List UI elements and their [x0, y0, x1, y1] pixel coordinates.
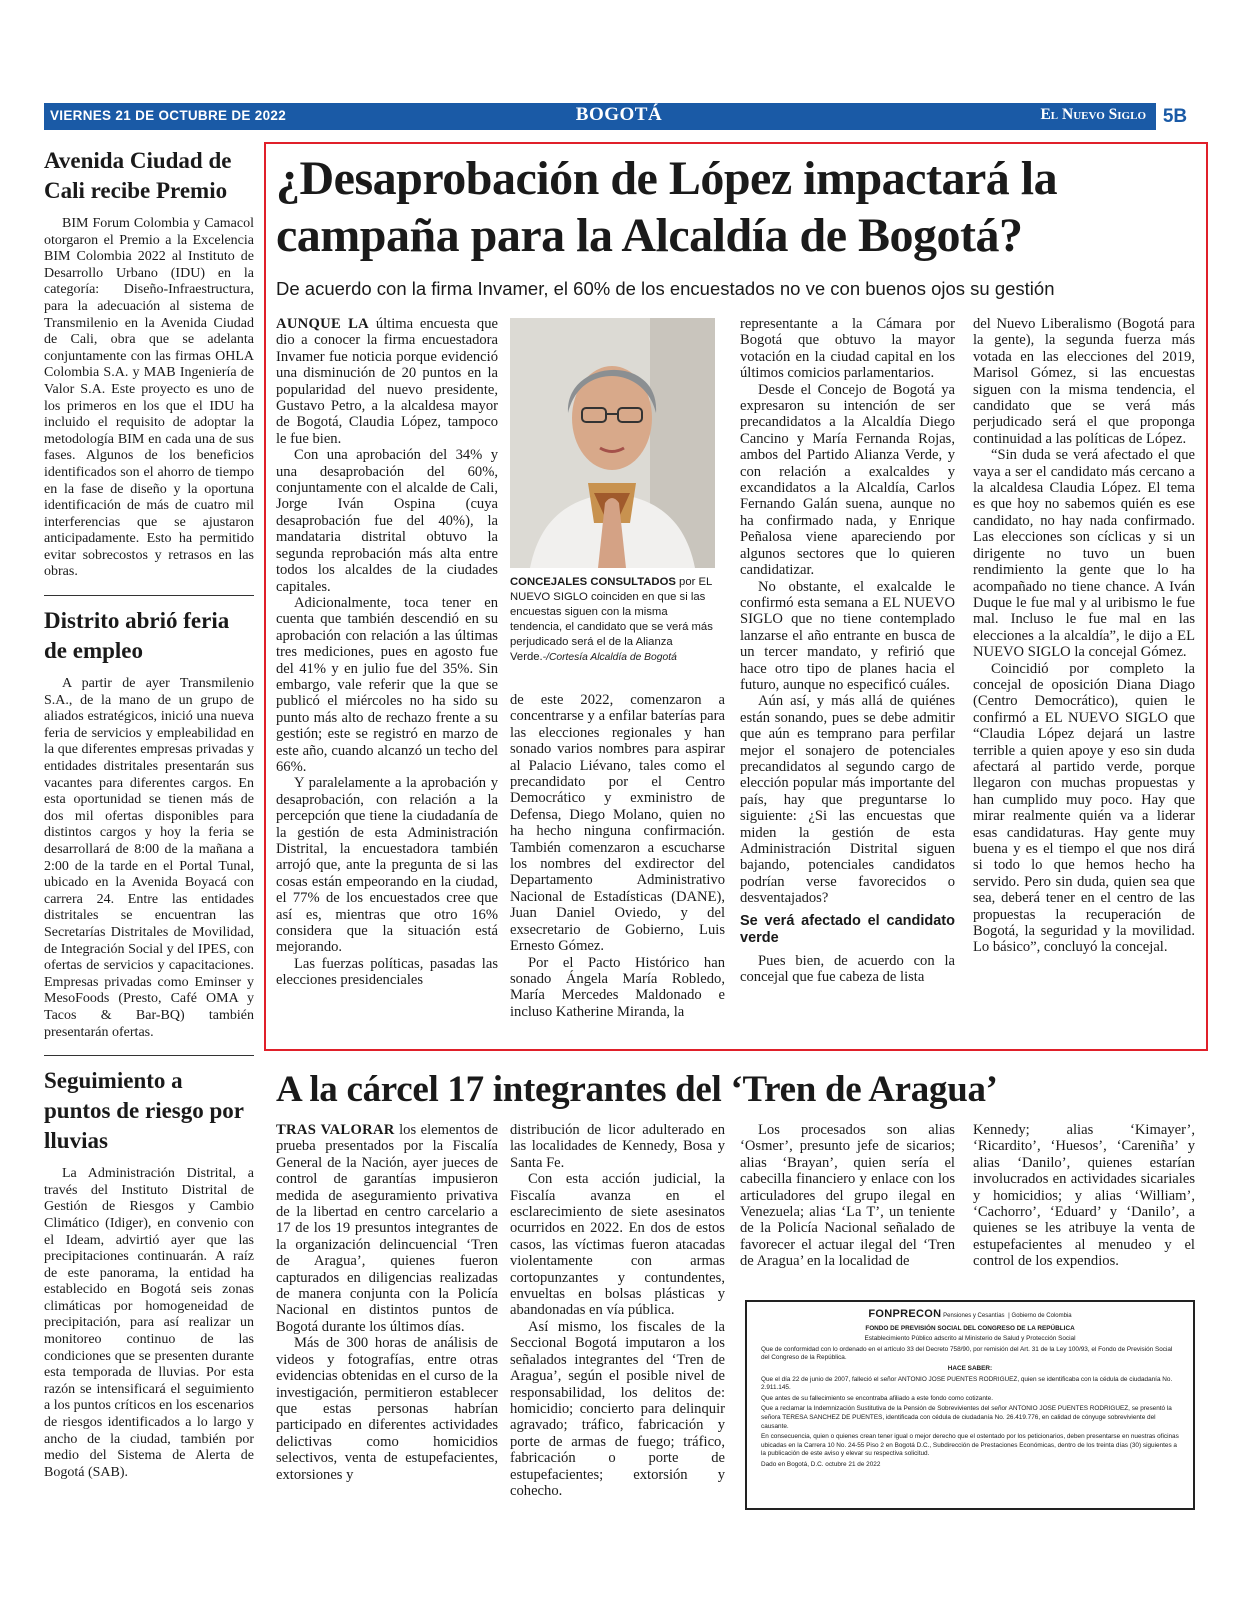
caption-lead: CONCEJALES CONSULTADOS: [510, 576, 676, 588]
lead-paragraph: Con una aprobación del 34% y una desaprobación del 60%, conjuntamente con el alcalde de Cali, Jorge Iván Ospina (cuya desaprobación fue del 40%), la mandataria distrital obtuvo la segunda reprobación más alta entre todos los alcaldes de la ciudades capitales.: [276, 447, 498, 595]
divider: [44, 595, 254, 596]
brief-title-lluvias: Seguimiento a puntos de riesgo por lluvias: [44, 1068, 244, 1154]
lead-paragraph: “Sin duda se verá afectado el que vaya a ser el candidato más cercano a la alcaldesa Claudia López. El tema es que hoy no sabemos quién es ese candidato, no hay nada confirmado. Las elecciones son cíclicas y si un dirigente no tuvo un buen rendimiento la gente que lo ha acompañado no tiene chance. A Iván Duque le fue mal y al uribismo le fue mal. Incluso le fue mal en las elecciones a la alcaldía”, le dijo a EL NUEVO SIGLO la concejal Gómez.: [973, 447, 1195, 661]
photo-credit: -/Cortesía Alcaldía de Bogotá: [542, 652, 677, 663]
lead-column-4: [973, 316, 1195, 956]
sidebar-briefs: [44, 146, 254, 1481]
divider: [44, 1055, 254, 1056]
story2-paragraph: Kennedy; alias ‘Kimayer’, ‘Ricardito’, ‘Huesos’, ‘Careniña’ y alias ‘Danilo’, quienes estarían involucrados en actividades sicariales y homicidios; y alias ‘William’, ‘Cachorro’, ‘Eduard’ y ‘Danilo’, a quienes se les atribuye la venta de estupefacientes al menudeo y el control de los expendios.: [973, 1122, 1195, 1270]
lead-column-3: [740, 316, 955, 985]
story2-paragraph: Los procesados son alias ‘Osmer’, presunto jefe de sicarios; alias ‘Brayan’, quien sería el cabecilla financiero y enlace con los articuladores del grupo ilegal en Venezuela; alias ‘La T’, un teniente de la Policía Nacional señalado de favorecer el actuar ilegal del ‘Tren de Aragua’ en la localidad de: [740, 1122, 955, 1270]
brief-body-lluvias: La Administración Distrital, a través del Instituto Distrital de Gestión de Riesgos y Cambio Climático (Idiger), en convenio con el Ideam, advirtió ayer que las precipitaciones continuarán. A raíz de este panorama, la entidad ha establecido en Bogotá seis zonas climáticas por homogeneidad de precipitación, para así realizar un monitoreo continuo de las condiciones que se presenten durante esta temporada de lluvias. Por esta razón se intensificará el seguimiento a los puntos críticos en los escenarios de riesgos identificados a lo largo y ancho de la ciudad, también por medio del Sistema de Alerta de Bogotá (SAB).: [44, 1166, 254, 1480]
lead-paragraph: Por el Pacto Histórico han sonado Ángela María Robledo, María Mercedes Maldonado e incluso Katherine Miranda, la: [510, 954, 725, 1020]
ad-paragraph: Que antes de su fallecimiento se encontraba afiliado a este fondo como cotizante.: [761, 1394, 993, 1402]
brief-title-cali: Avenida Ciudad de Cali recibe Premio: [44, 148, 232, 203]
story2-paragraph: TRAS VALORAR los elementos de prueba presentados por la Fiscalía General de la Nación, ayer jueces de control de garantías impusieron medida de aseguramiento privativa de la libertad en centro carcelario a 17 de los 19 presuntos integrantes de la organización delincuencial ‘Tren de Aragua’, quienes fueron capturados en diligencias realizadas de manera conjunta con la Policía Nacional en distintos puntos de Bogotá durante los últimos días.: [276, 1122, 498, 1335]
page-number: 5B: [1156, 103, 1194, 130]
lead-paragraph: Pues bien, de acuerdo con la concejal que fue cabeza de lista: [740, 952, 955, 986]
ad-paragraph: Que el día 22 de junio de 2007, falleció el señor ANTONIO JOSE PUENTES RODRIGUEZ, quien se identificaba con la cédula de ciudadanía No. 2.911.145.: [761, 1375, 1173, 1392]
caption-text: por EL NUEVO SIGLO coinciden en que si las encuestas siguen con la misma tendencia, el candidato que se verá más perjudicado será el de la Alianza Verde.: [510, 576, 713, 663]
ad-paragraph: En consecuencia, quien o quienes crean tener igual o mejor derecho que el ostentado por los peticionarios, deben presentarse en nuestras oficinas ubicadas en la Carrera 10 No. 24-55 Piso 2 en Bogotá D.C., Subdirección de Prestaciones Económicas, dentro de los treinta días (30) siguientes a la publicación de este aviso y elevar su respectiva solicitud.: [761, 1433, 1179, 1458]
photo-claudia-lopez: [510, 318, 715, 568]
logo-subtitle: Pensiones y Cesantías: [943, 1313, 1005, 1319]
lead-paragraph: Y paralelamente a la aprobación y desaprobación, con relación a la percepción que tiene la ciudadanía de la gestión de esta Administración Distrital, la encuestadora también arrojó que, ante la pregunta de si las cosas están empeorando en la ciudad, el 77% de los encuestados cree que así es, mientras que otro 16% considera que la situación está mejorando.: [276, 775, 498, 956]
legal-notice-ad: [745, 1300, 1195, 1510]
lead-paragraph: representante a la Cámara por Bogotá que obtuvo la mayor votación en la ciudad capital en los últimos comicios parlamentarios.: [740, 316, 955, 382]
ad-org: FONDO DE PREVISIÓN SOCIAL DEL CONGRESO DE LA REPÚBLICA: [865, 1324, 1075, 1332]
lead-paragraph: Desde el Concejo de Bogotá ya expresaron su intención de ser precandidatos a la Alcaldía Diego Cancino y María Fernanda Rojas, ambos del Partido Alianza Verde, y con relación a exalcaldes y excandidatos a la Alcaldía, Carlos Fernando Galán suena, aunque no ha confirmado nada, y Enrique Peñalosa viene apareciendo por algunos sectores que lo quieren candidatizar.: [740, 381, 955, 579]
story2-paragraph: Más de 300 horas de análisis de videos y fotografías, entre otras evidencias obtenidas en el curso de la investigación, permitieron establecer que estas personas habrían participado en diferentes actividades delictivas como homicidios selectivos, venta de estupefacientes, extorsiones y: [276, 1335, 498, 1483]
lead-paragraph: Coincidió por completo la concejal de oposición Diana Diago (Centro Democrático), quien le confirmó a EL NUEVO SIGLO que “Claudia López dejará un lastre terrible a quien apoye y eso sin duda afectará al partido verde, porque llegaron con muchas propuestas y han cumplido muy poco. Hay que mirar realmente quién va a liderar esas candidaturas. Hay gente muy buena y es el tiempo el que nos dirá si todo lo que hemos hecho ha servido. Pero sin duda, quien sea que sea, deberá tener en el centro de las propuestas la recuperación de Bogotá, la seguridad y la movilidad. Lo básico”, concluyó la concejal.: [973, 660, 1195, 956]
story2-kicker: TRAS VALORAR: [276, 1122, 395, 1138]
logo-name: FONPRECON: [868, 1308, 942, 1320]
photo-caption: [510, 575, 715, 665]
lead-paragraph: de este 2022, comenzaron a concentrarse y a enfilar baterías para las elecciones regionales y han sonado varios nombres para aspirar al Palacio Liévano, tales como el precandidato por el Centro Democrático y exministro de Defensa, Diego Molano, quien no ha hecho ninguna confirmación. También comenzaron a escucharse los nombres del exdirector del Departamento Administrativo Nacional de Estadísticas (DANE), Juan Daniel Oviedo, y del exsecretario de Gobierno, Luis Ernesto Gómez.: [510, 692, 725, 955]
lead-paragraph: No obstante, el exalcalde le confirmó esta semana a EL NUEVO SIGLO que no tiene contemplado lanzarse el año entrante en busca de un tercer mandato, y refirió que hace otro tipo de planes hacia el futuro, aunque no especificó cuáles.: [740, 578, 955, 693]
ad-date: Dado en Bogotá, D.C. octubre 21 de 2022: [761, 1460, 881, 1468]
page-header: [44, 103, 1194, 130]
brief-body-cali: BIM Forum Colombia y Camacol otorgaron el Premio a la Excelencia BIM Colombia 2022 al Instituto de Desarrollo Urbano (IDU) en la categoría: Diseño-Infraestructura, para la adecuación al sistema de Transmilenio en la Avenida Ciudad de Cali, obra que se adelanta conjuntamente con las firmas OHLA Colombia S.A. y MAB Ingeniería de Valor S.A. Este proyecto es uno de los primeros en los que el IDU ha incluido el requisito de adoptar la metodología BIM en cada una de sus fases. Algunos de los beneficios identificados son el ahorro de tiempo en la fase de diseño y la oportuna identificación de más de cuatro mil interferencias que se ajustaron anticipadamente. Esto ha permitido evitar sobrecostos y retrasos en las obras.: [44, 216, 254, 580]
brief-title-feria: Distrito abrió feria de empleo: [44, 608, 230, 664]
lead-paragraph: AUNQUE LA última encuesta que dio a conocer la firma encuestadora Invamer fue noticia porque evidenció una disminución de 20 puntos en la popularidad del nuevo presidente, Gustavo Petro, a la alcaldesa mayor de Bogotá, Claudia López, tampoco le fue bien.: [276, 316, 498, 447]
story2-paragraph: Con esta acción judicial, la Fiscalía avanza en el esclarecimiento de siete asesinatos ocurridos en 2022. En dos de estos casos, las víctimas fueron atacadas violentamente con armas cortopunzantes y contundentes, envueltas en bolsas plásticas y abandonadas en vía pública.: [510, 1171, 725, 1319]
lead-headline: ¿Desaprobación de López impactará la campaña para la Alcaldía de Bogotá?: [276, 152, 1058, 262]
fonprecon-logo: FONPRECON Pensiones y Cesantías | Gobierno de Colombia: [868, 1308, 1072, 1320]
ad-hace-saber: HACE SABER:: [947, 1364, 993, 1372]
lead-paragraph: Las fuerzas políticas, pasadas las elecciones presidenciales: [276, 955, 498, 989]
story2-headline: A la cárcel 17 integrantes del ‘Tren de Aragua’: [276, 1069, 998, 1110]
lead-column-2: [510, 692, 725, 1020]
section-name: BOGOTÁ: [575, 104, 663, 125]
brief-body-feria: A partir de ayer Transmilenio S.A., de la mano de un grupo de aliados estratégicos, inició una nueva feria de servicios y empleabilidad en la que diferentes empresas privadas y entidades distritales presentarán sus vacantes para diferentes cargos. En esta oportunidad se tienen más de dos mil ofertas disponibles para distintos cargos y hoy la feria se desarrollará de 8:00 de la mañana a 2:00 de la tarde en el Portal Tunal, ubicado en la Avenida Boyacá con carrera 24. Entre las entidades distritales se encuentran las Secretarías Distritales de Movilidad, de Integración Social y del IPES, con ofertas de servicios y capacitaciones. Empresas privadas como Eminser y MesoFoods (Presto, Café OMA y Tacos & Bar-BQ) también presentarán ofertas.: [44, 676, 254, 1040]
lead-column-1: [276, 316, 498, 989]
story2-column-1: [276, 1122, 498, 1483]
story2-paragraph: distribución de licor adulterado en las localidades de Kennedy, Bosa y Santa Fe.: [510, 1122, 725, 1171]
story2-column-4: [973, 1122, 1195, 1270]
ad-intro: Que de conformidad con lo ordenado en el artículo 33 del Decreto 758/90, por remisión del Art. 31 de la Ley 100/93, el Fondo de Previsión Social del Congreso de la República.: [761, 1345, 1173, 1362]
gov-mark: Gobierno de Colombia: [1011, 1313, 1072, 1319]
ad-paragraph: Que a reclamar la Indemnización Sustitutiva de la Pensión de Sobrevivientes del señor ANTONIO JOSE PUENTES RODRIGUEZ, se presentó la señora TERESA SANCHEZ DE PUENTES, identificada con cédula de ciudadanía No. 26.419.776, en calidad de cónyuge sobreviviente del causante.: [761, 1405, 1172, 1430]
lead-paragraph: Aún así, y más allá de quiénes están sonando, pues se debe admitir que aún es temprano para perfilar mejor el sonajero de potenciales precandidatos al segundo cargo de elección popular más importante del país, hay que preguntarse lo siguiente: ¿Si las encuestas que miden la gestión de esta Administración Distrital siguen bajando, potenciales candidatos podrían verse favorecidos o desventajados?: [740, 693, 955, 907]
ad-org-sub: Establecimiento Público adscrito al Ministerio de Salud y Protección Social: [864, 1335, 1076, 1343]
newspaper-name: El Nuevo Siglo: [1040, 106, 1146, 123]
lead-paragraph: del Nuevo Liberalismo (Bogotá para la gente), la segunda fuerza más votada en las elecciones del 2019, Marisol Gómez, si las encuestas siguen con la misma tendencia, el candidato que se verá más perjudicado será el que proponga continuidad a las políticas de López.: [973, 316, 1195, 447]
lead-kicker: AUNQUE LA: [276, 316, 370, 332]
lead-paragraph: Adicionalmente, toca tener en cuenta que también descendió en su aprobación con relación a las últimas tres mediciones, pues en agosto fue del 41% y en julio fue del 35%. Sin embargo, vale referir que la que se publicó el miércoles no ha sido su punto más alto de rechazo frente a su gestión; este se registró en marzo de este año, cuando alcanzó un techo del 66%.: [276, 594, 498, 775]
lead-subheadline: De acuerdo con la firma Invamer, el 60% de los encuestados no ve con buenos ojos su gestión: [276, 278, 1055, 299]
issue-date: VIERNES 21 DE OCTUBRE DE 2022: [50, 108, 287, 123]
lead-subhead: Se verá afectado el candidato verde: [740, 912, 955, 946]
story2-paragraph: Así mismo, los fiscales de la Seccional Bogotá imputaron a los señalados integrantes del ‘Tren de Aragua’, según el posible nivel de responsabilidad, los delitos de: homicidio; concierto para delinquir agravado; tráfico, fabricación y porte de armas de fuego; tráfico, fabricación o porte de estupefacientes; extorsión y cohecho.: [510, 1318, 725, 1499]
story2-column-2: [510, 1122, 725, 1499]
portrait-illustration: [510, 318, 715, 568]
story2-column-3: [740, 1122, 955, 1270]
